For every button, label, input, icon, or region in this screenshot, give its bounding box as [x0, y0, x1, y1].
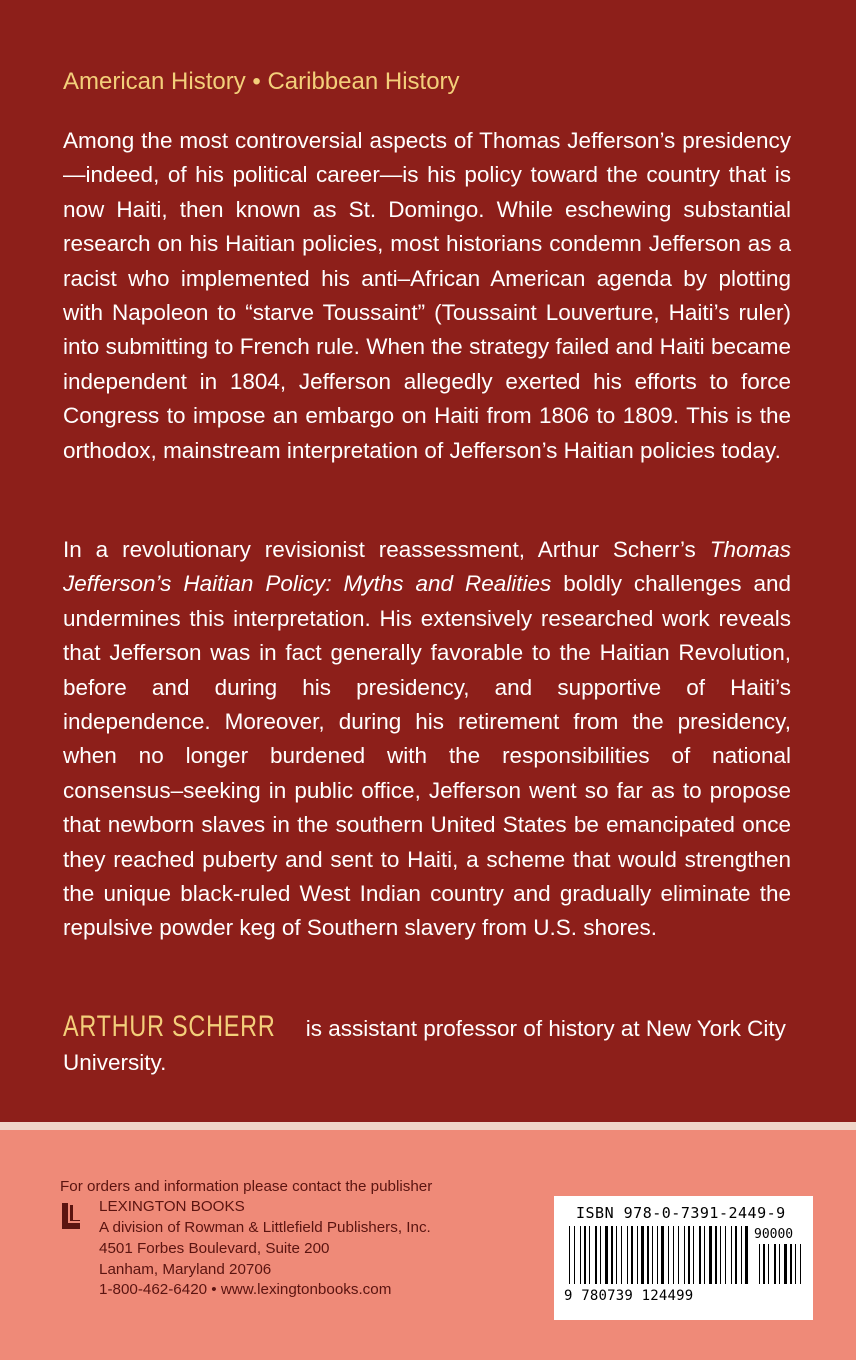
isbn-number: ISBN 978-0-7391-2449-9	[576, 1204, 786, 1222]
panel-divider	[0, 1122, 856, 1130]
ean-digits: 9 780739 124499	[564, 1288, 694, 1304]
author-bio-text: is assistant professor of history at New York City University.	[63, 1016, 786, 1076]
isbn-barcode	[554, 1196, 813, 1320]
publisher-city: Lanham, Maryland 20706	[99, 1261, 272, 1278]
description-paragraph-2	[63, 533, 791, 946]
publisher-name: LEXINGTON BOOKS	[99, 1198, 245, 1215]
paragraph-2-intro: In a revolutionary revisionist reassessment, Arthur Scherr’s	[63, 537, 710, 562]
order-info-line: For orders and information please contact the publisher	[60, 1178, 433, 1195]
price-addon: 90000	[754, 1227, 794, 1242]
publisher-contact: 1-800-462-6420 • www.lexingtonbooks.com	[99, 1281, 392, 1298]
book-title: Thomas Jefferson’s Haitian Policy: Myths and Realities	[63, 537, 791, 597]
description-paragraph-1: Among the most controversial aspects of Thomas Jefferson’s presidency—indeed, of his political career—is his policy toward the country that is now Haiti, then known as St. Domingo. While eschewing substantial research on his Haitian policies, most historians condemn Jefferson as a racist who implemented his anti–African American agenda by plotting with Napoleon to “starve Toussaint” (Toussaint Louverture, Haiti’s ruler) into submitting to French rule. When the strategy failed and Haiti became independent in 1804, Jefferson allegedly exerted his efforts to force Congress to impose an embargo on Haiti from 1806 to 1809. This is the orthodox, mainstream interpretation of Jefferson’s Haitian policies today.	[63, 128, 791, 463]
publisher-division: A division of Rowman & Littlefield Publishers, Inc.	[99, 1219, 431, 1236]
author-bio	[63, 1010, 791, 1081]
author-name: ARTHUR SCHERR	[63, 1010, 276, 1043]
paragraph-2-body: boldly challenges and undermines this interpretation. His extensively researched work reveals that Jefferson was in fact generally favorable to the Haitian Revolution, before and during his presidency, and supportive of Haiti’s independence. Moreover, during his retirement from the presidency, when no longer burdened with the responsibilities of national consensus–seeking in public office, Jefferson went so far as to propose that newborn slaves in the southern United States be emancipated once they reached puberty and sent to Haiti, a scheme that would strengthen the unique black-ruled West Indian country and gradually eliminate the repulsive powder keg of Southern slavery from U.S. shores.	[63, 571, 791, 941]
publisher-street: 4501 Forbes Boulevard, Suite 200	[99, 1240, 330, 1257]
category-label: American History • Caribbean History	[63, 68, 460, 95]
lexington-logo-icon	[60, 1201, 82, 1233]
